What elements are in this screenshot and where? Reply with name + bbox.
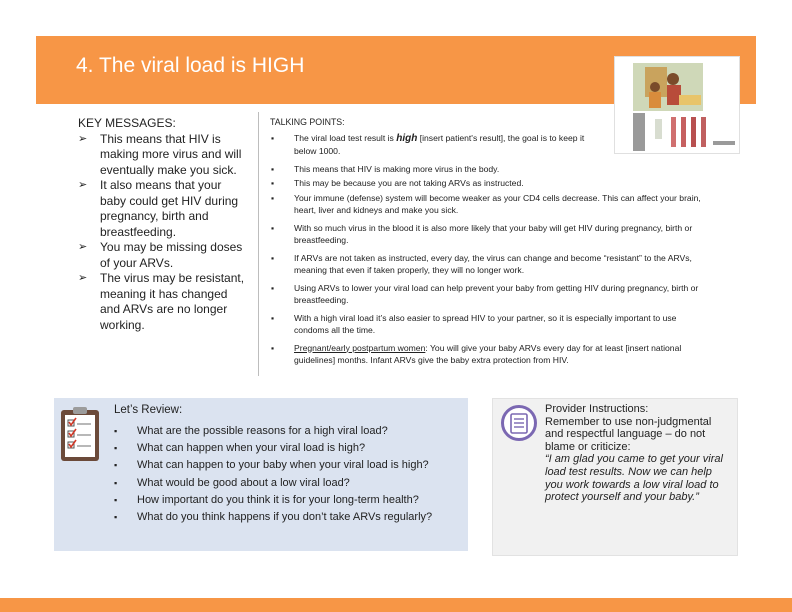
checklist-circle-icon — [501, 405, 537, 441]
key-message-item — [78, 240, 248, 271]
bullet-icon: ▪ — [271, 252, 275, 263]
talking-point-item — [270, 163, 710, 176]
key-message-text: This means that HIV is making more virus and will eventually make you sick. — [100, 131, 242, 177]
clipboard-checklist-icon — [60, 406, 100, 462]
talking-point-item — [270, 222, 710, 247]
provider-instructions-panel — [492, 398, 738, 556]
review-question-text: What can happen when your viral load is high? — [137, 442, 366, 455]
talking-points-list — [270, 132, 710, 367]
key-messages — [78, 116, 248, 333]
talking-point-text: With so much virus in the blood it is also more likely that your baby will get HIV during pregnancy, birth or breastfeeding. — [294, 222, 693, 245]
review-question-text: How important do you think it is for your long-term health? — [137, 493, 419, 506]
provider-quote: “I am glad you came to get your viral load test results. Now we can help you work towards a low viral load to protect yourself and your baby.” — [545, 453, 723, 504]
key-messages-heading: KEY MESSAGES: — [78, 116, 176, 130]
bullet-icon: ▪ — [271, 132, 275, 143]
lets-review-panel — [54, 398, 468, 551]
arrow-bullet-icon: ➢ — [78, 241, 88, 253]
talking-point-text: This means that HIV is making more virus in the body. — [294, 163, 500, 174]
review-question-text: What do you think happens if you don’t take ARVs regularly? — [137, 511, 433, 524]
arrow-bullet-icon: ➢ — [78, 179, 88, 191]
key-message-item — [78, 132, 248, 179]
provider-body: Remember to use non-judgmental and respectful language – do not blame or criticize: — [545, 415, 712, 453]
talking-point-item — [270, 177, 710, 190]
high-emphasis: high — [396, 132, 418, 144]
talking-point-item — [270, 342, 710, 367]
footer-bar — [0, 598, 792, 612]
talking-points-heading: TALKING POINTS: — [270, 117, 345, 127]
bullet-icon: ▪ — [114, 494, 118, 505]
key-message-text: The virus may be resistant, meaning it has changed and ARVs are no longer working. — [100, 271, 245, 332]
review-question — [114, 457, 432, 474]
pregnant-women-label: Pregnant/early postpartum women — [294, 342, 426, 353]
talking-point-item — [270, 132, 590, 158]
review-question-text: What are the possible reasons for a high viral load? — [137, 425, 388, 437]
bullet-icon: ▪ — [271, 342, 275, 353]
key-message-item — [78, 271, 248, 333]
talking-point-item — [270, 252, 710, 277]
bullet-icon: ▪ — [114, 460, 118, 471]
review-question — [114, 475, 432, 492]
key-messages-list — [78, 132, 248, 334]
arrow-bullet-icon: ➢ — [78, 272, 88, 284]
bullet-icon: ▪ — [271, 192, 275, 203]
bullet-icon: ▪ — [271, 282, 275, 293]
bullet-icon: ▪ — [271, 312, 275, 323]
review-question — [114, 440, 432, 457]
provider-title: Provider Instructions: — [545, 403, 649, 415]
talking-point-text: Using ARVs to lower your viral load can help prevent your baby from getting HIV during pregnancy, birth or breastfeeding. — [294, 282, 699, 305]
review-question-text: What would be good about a low viral load? — [137, 476, 350, 489]
checklist-glyph — [504, 408, 534, 438]
talking-point-text: This may be because you are not taking ARVs as instructed. — [294, 178, 524, 188]
talking-point-text: [insert patient's result], the goal is to keep it below 1000. — [294, 132, 585, 156]
review-questions-list — [114, 423, 432, 526]
review-question — [114, 423, 432, 440]
talking-points — [270, 116, 710, 372]
talking-point-text: Your immune (defense) system will become weaker as your CD4 cells decrease. This can affect your brain, heart, liver and kidneys and make you sick. — [294, 192, 701, 215]
bullet-icon: ▪ — [114, 426, 118, 436]
talking-point-text: The viral load test result is — [294, 132, 397, 143]
provider-text — [545, 403, 731, 504]
bullet-icon: ▪ — [271, 222, 275, 233]
talking-point-text: If ARVs are not taken as instructed, every day, the virus can change and become “resistant” to the ARVs, meaning that even if taken properly, they will no longer work. — [294, 252, 692, 275]
page-title: 4. The viral load is HIGH — [76, 54, 305, 77]
bullet-icon: ▪ — [271, 178, 275, 188]
key-message-text: It also means that your baby could get HIV during pregnancy, birth and breastfeeding. — [100, 178, 239, 239]
arrow-bullet-icon: ➢ — [78, 132, 88, 145]
key-message-item — [78, 178, 248, 240]
bullet-icon: ▪ — [114, 443, 118, 454]
review-question — [114, 492, 432, 509]
talking-point-item — [270, 312, 710, 337]
bullet-icon: ▪ — [271, 163, 275, 174]
column-divider — [258, 112, 259, 376]
key-message-text: You may be missing doses of your ARVs. — [100, 240, 243, 270]
talking-point-item — [270, 192, 710, 217]
review-title: Let’s Review: — [114, 404, 183, 416]
bullet-icon: ▪ — [114, 512, 118, 523]
talking-point-text: With a high viral load it’s also easier to spread HIV to your partner, so it is especially important to use condoms all the time. — [294, 312, 677, 335]
review-question — [114, 509, 432, 526]
bullet-icon: ▪ — [114, 477, 118, 488]
review-question-text: What can happen to your baby when your viral load is high? — [137, 459, 429, 472]
talking-point-text: : You will give your baby ARVs every day for at least [insert national guidelines] months. Infant ARVs give the baby extra protection from HIV. — [294, 342, 682, 365]
talking-point-item — [270, 282, 710, 307]
